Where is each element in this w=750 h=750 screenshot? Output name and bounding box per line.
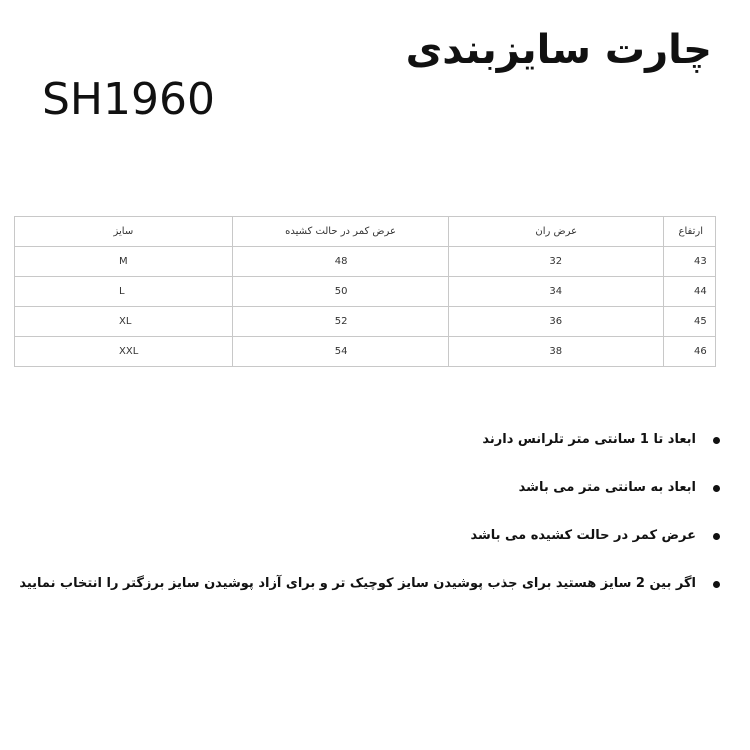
cell-thigh: 38 [449, 337, 664, 367]
cell-waist: 52 [232, 307, 449, 337]
bullet-icon [713, 485, 720, 492]
list-item [20, 428, 720, 452]
list-item [20, 476, 720, 500]
header-size: سایز [15, 217, 233, 247]
note-text: ابعاد به سانتی متر می باشد [518, 480, 696, 495]
cell-height: 46 [664, 337, 716, 367]
cell-size: XXL [15, 337, 233, 367]
cell-thigh: 36 [449, 307, 664, 337]
bullet-icon [713, 533, 720, 540]
cell-height: 44 [664, 277, 716, 307]
list-item [20, 572, 720, 596]
header-height: ارتفاع [664, 217, 716, 247]
note-text: ابعاد تا 1 سانتی متر تلرانس دارند [482, 432, 696, 447]
table-header-row [15, 217, 716, 247]
cell-height: 43 [664, 247, 716, 277]
header-thigh: عرض ران [449, 217, 664, 247]
table-row [15, 277, 716, 307]
table-row [15, 337, 716, 367]
table-row [15, 247, 716, 277]
cell-waist: 54 [232, 337, 449, 367]
cell-waist: 48 [232, 247, 449, 277]
bullet-icon [713, 581, 720, 588]
cell-size: L [15, 277, 233, 307]
cell-size: XL [15, 307, 233, 337]
cell-thigh: 34 [449, 277, 664, 307]
page-title: چارت سایزبندی [405, 27, 712, 73]
size-chart-table [14, 216, 716, 367]
cell-waist: 50 [232, 277, 449, 307]
product-code: SH1960 [42, 74, 215, 125]
cell-size: M [15, 247, 233, 277]
note-text: عرض کمر در حالت کشیده می باشد [470, 528, 696, 543]
list-item [20, 524, 720, 548]
header-waist: عرض کمر در حالت کشیده [232, 217, 449, 247]
cell-thigh: 32 [449, 247, 664, 277]
bullet-icon [713, 437, 720, 444]
note-text: اگر بین 2 سایز هستید برای جذب پوشیدن سایز کوچیک تر و برای آزاد پوشیدن سایز برزگتر را انتخاب نمایید [19, 576, 696, 591]
table-row [15, 307, 716, 337]
notes-list [20, 428, 720, 620]
cell-height: 45 [664, 307, 716, 337]
